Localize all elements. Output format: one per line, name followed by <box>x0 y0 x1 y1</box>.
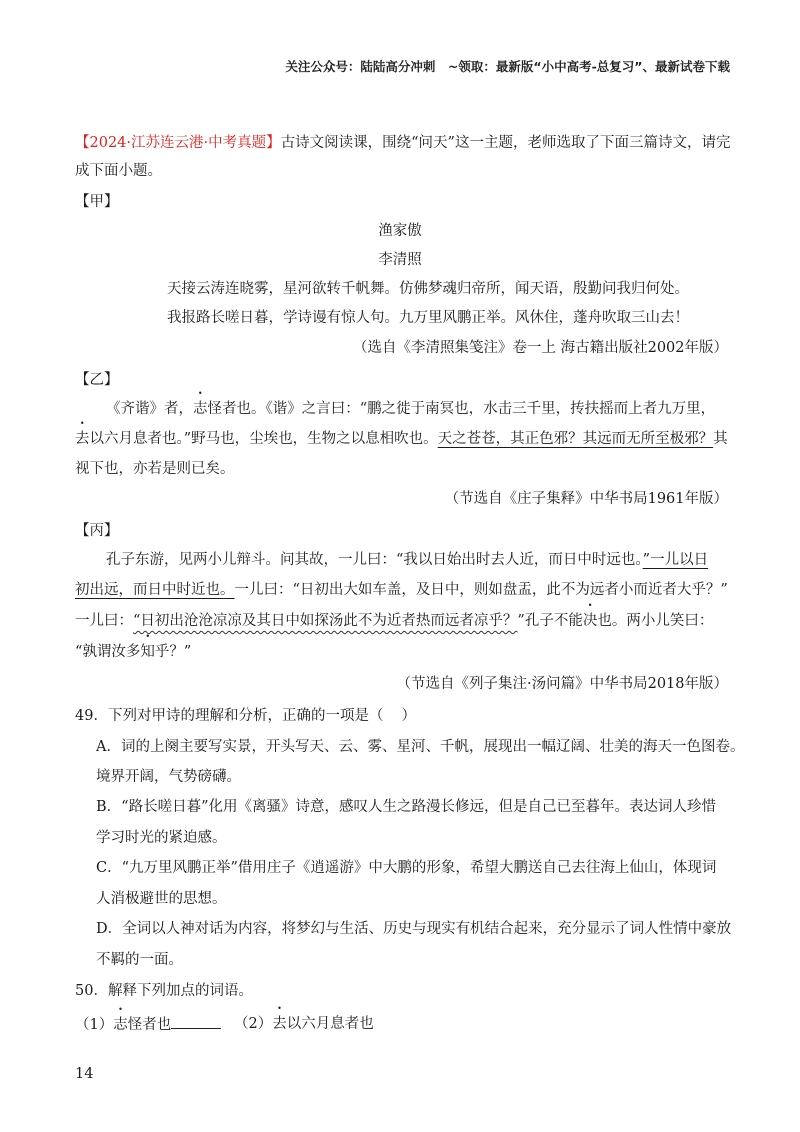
bing-text: 一儿曰：“日初出大如车盖，及日中，则如盘盂，此不为远者小而近者大乎？” <box>234 582 728 598</box>
poem-line-2: 我报路长嗟日暮，学诗谩有惊人句。九万里风鹏正举。风休住，蓬舟吹取三山去！ <box>167 310 689 326</box>
bing-line-1 <box>106 550 708 570</box>
option-a-continued: 境界开阔，气势磅礴。 <box>96 769 241 785</box>
bing-text: ”孔子不能 <box>517 613 583 629</box>
yi-text: 其 <box>713 431 728 447</box>
answer-blank[interactable] <box>171 1014 221 1029</box>
yi-line-1 <box>106 399 715 419</box>
option-c-continued: 人消极避世的思想。 <box>96 891 227 907</box>
yi-text: 以六月息者也。”野马也，尘埃也，生物之以息相吹也。 <box>89 431 438 447</box>
question-49-bracket: ） <box>401 708 416 724</box>
bing-text: 孔子东游，见两小儿辩斗。问其故，一儿曰：“我以日始出时去人近，而日中时远也。 <box>106 552 643 568</box>
option-c[interactable]: C．“九万里风鹏正举”借用庄子《逍遥游》中大鹏的形象，希望大鹏送自己去往海上仙山，体现词 <box>96 860 717 876</box>
page-number: 14 <box>75 1066 94 1082</box>
poem-line-1: 天接云涛连晓雾，星河欲转千帆舞。仿佛梦魂归帝所，闻天语，殷勤问我归何处。 <box>167 281 689 297</box>
bing-text: “孰谓汝多 <box>75 644 141 660</box>
bing-line-2 <box>75 580 728 600</box>
question-intro <box>75 133 730 153</box>
item-number: （1） <box>75 1017 114 1033</box>
bing-text: 一儿曰： <box>75 613 133 629</box>
option-b[interactable]: B．“路长嗟日暮”化用《离骚》诗意，感叹人生之路漫长修远，但是自己已至暮年。表达词人珍惜 <box>96 799 716 815</box>
question-50-item-1 <box>75 1014 221 1035</box>
option-b-continued: 学习时光的紧迫感。 <box>96 830 227 846</box>
poem-title: 渔家傲 <box>378 223 422 239</box>
source-jia: （选自《李清照集笺注》卷一上 海古籍出版社2002年版） <box>352 340 728 356</box>
bing-text: 乎？” <box>154 644 192 660</box>
underlined-sentence: 天之苍苍，其正色邪？其远而无所至极邪？ <box>437 431 714 447</box>
option-a[interactable]: A．词的上阕主要写实景，开头写天、云、雾、星河、千帆，展现出一幅辽阔、壮美的海天一色图卷。 <box>96 739 745 755</box>
wavy-underlined-sentence: “日初出沧沧凉凉及其日中如探汤此不为近者热而远者凉乎？ <box>133 613 518 629</box>
underlined-sentence: 初出远，而日中时近也。 <box>75 582 235 598</box>
underlined-sentence: ”一儿以日 <box>642 552 709 568</box>
dotted-word: 志 <box>193 401 208 417</box>
option-d[interactable]: D．全词以人神对话为内容，将梦幻与生活、历史与现实有机结合起来，充分显示了词人性情中豪放 <box>96 921 732 937</box>
yi-line-2 <box>75 429 728 449</box>
intro-line-1: 古诗文阅读课，围绕“问天”这一主题，老师选取了下面三篇诗文，请完 <box>280 135 731 151</box>
yi-text: 《齐谐》者， <box>106 401 193 417</box>
bing-line-4 <box>75 642 191 662</box>
source-tag: 【2024·江苏连云港·中考真题】 <box>75 135 281 151</box>
question-50-stem: 50．解释下列加点的词语。 <box>75 983 253 999</box>
yi-line-3: 视下也，亦若是则已矣。 <box>75 461 235 477</box>
item-text: 以六月息者也 <box>286 1016 374 1032</box>
yi-text: 怪者也。《谐》之言曰：“鹏之徙于南冥也，水击三千里，抟扶摇而上者九万里， <box>207 401 716 417</box>
question-50-item-2 <box>234 1014 374 1034</box>
intro-line-2: 成下面小题。 <box>75 163 162 179</box>
dotted-word: 去 <box>272 1016 287 1032</box>
item-number: （2） <box>234 1016 273 1032</box>
page-header: 关注公众号：陆陆高分冲刺 ~领取：最新版“小中高考-总复习”、最新试卷下载 <box>285 59 730 74</box>
source-bing: （节选自《列子集注·汤问篇》中华书局2018年版） <box>396 676 728 692</box>
item-text: 怪者也 <box>127 1017 172 1033</box>
bing-line-3 <box>75 611 713 631</box>
section-label-yi: 【乙】 <box>75 372 119 388</box>
source-yi: （节选自《庄子集释》中华书局1961年版） <box>444 491 728 507</box>
dotted-word: 去 <box>75 431 90 447</box>
poem-author: 李清照 <box>378 252 422 268</box>
option-d-continued: 不羁的一面。 <box>96 952 183 968</box>
question-49-text: 49．下列对甲诗的理解和分析，正确的一项是（ <box>75 708 384 724</box>
section-label-bing: 【丙】 <box>75 523 119 539</box>
question-49-stem <box>75 706 416 726</box>
section-label-jia: 【甲】 <box>75 194 119 210</box>
bing-text: 也。两小儿笑曰： <box>597 613 714 629</box>
dotted-word: 志 <box>113 1017 128 1033</box>
dotted-word: 决 <box>582 613 598 629</box>
dotted-word: 知 <box>140 644 155 660</box>
